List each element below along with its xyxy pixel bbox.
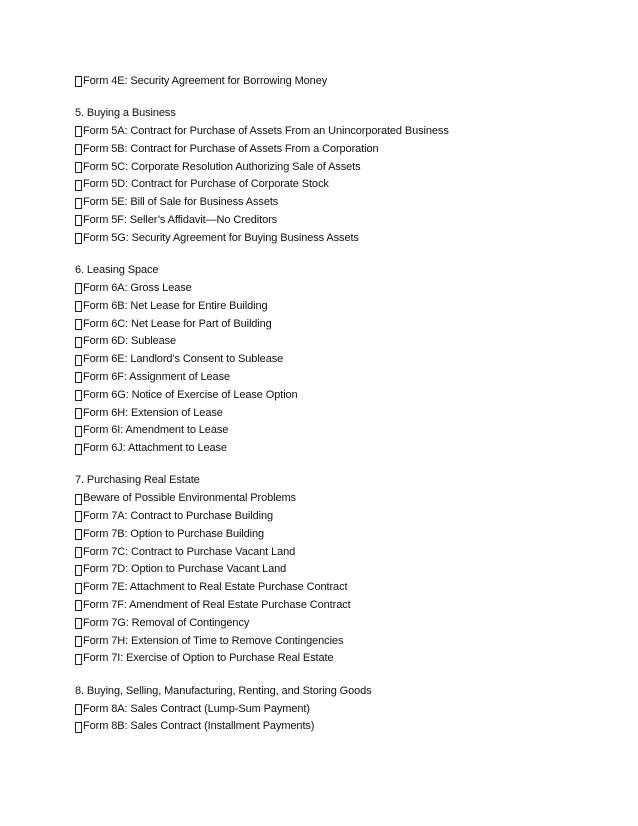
list-item-form-4e-security-agreement-for-borrowing (75, 73, 615, 91)
missing-glyph-box-icon (75, 722, 82, 733)
missing-glyph-box-icon (75, 372, 82, 383)
missing-glyph-box-icon (75, 355, 82, 366)
list-item-label: Form 7B: Option to Purchase Building (83, 527, 265, 540)
list-item-label: Form 6F: Assignment of Lease (83, 370, 230, 383)
list-item-label: Form 7G: Removal of Contingency (83, 616, 250, 629)
list-item-form-7f-amendment-of-real-estate-purchas (75, 597, 615, 615)
list-item-form-7i-exercise-of-option-to-purchase-r (75, 650, 615, 668)
list-item-form-8b-sales-contract-installment-payme (75, 718, 615, 736)
missing-glyph-box-icon (75, 301, 82, 312)
missing-glyph-box-icon (75, 618, 82, 629)
list-item-form-7d-option-to-purchase-vacant-land (75, 561, 615, 579)
section-spacer (75, 458, 615, 473)
list-item-label: Form 7C: Contract to Purchase Vacant Land (83, 545, 296, 558)
section-heading: 7. Purchasing Real Estate (75, 474, 200, 487)
list-item-form-8a-sales-contract-lump-sum-payment (75, 701, 615, 719)
missing-glyph-box-icon (75, 283, 82, 294)
missing-glyph-box-icon (75, 144, 82, 155)
section-heading: 5. Buying a Business (75, 107, 176, 120)
list-item-label: Form 6E: Landlord’s Consent to Sublease (83, 353, 284, 366)
missing-glyph-box-icon (75, 494, 82, 505)
list-item-label: Form 7F: Amendment of Real Estate Purchase Contract (83, 599, 351, 612)
missing-glyph-box-icon (75, 654, 82, 665)
list-item-form-5b-contract-for-purchase-of-assets- (75, 141, 615, 159)
missing-glyph-box-icon (75, 583, 82, 594)
missing-glyph-box-icon (75, 408, 82, 419)
list-item-label: Form 6C: Net Lease for Part of Building (83, 317, 272, 330)
list-item-label: Form 6I: Amendment to Lease (83, 424, 229, 437)
list-item-form-6c-net-lease-for-part-of-building (75, 316, 615, 334)
list-item-label: Form 6H: Extension of Lease (83, 406, 223, 419)
list-item-label: Form 7I: Exercise of Option to Purchase Real Estate (83, 652, 334, 665)
missing-glyph-box-icon (75, 565, 82, 576)
missing-glyph-box-icon (75, 76, 82, 87)
list-item-form-6a-gross-lease (75, 280, 615, 298)
list-item-label: Form 5C: Corporate Resolution Authorizing Sale of Assets (83, 160, 361, 173)
missing-glyph-box-icon (75, 444, 82, 455)
list-item-form-6f-assignment-of-lease (75, 369, 615, 387)
list-item-label: Form 4E: Security Agreement for Borrowing Money (83, 75, 328, 87)
list-item-label: Form 7D: Option to Purchase Vacant Land (83, 563, 287, 576)
list-item-form-6g-notice-of-exercise-of-lease-opti (75, 387, 615, 405)
list-item-form-7e-attachment-to-real-estate-purcha (75, 579, 615, 597)
section-heading: 8. Buying, Selling, Manufacturing, Renting, and Storing Goods (75, 684, 372, 697)
list-item-form-6b-net-lease-for-entire-building (75, 298, 615, 316)
missing-glyph-box-icon (75, 180, 82, 191)
list-item-form-5e-bill-of-sale-for-business-assets (75, 194, 615, 212)
missing-glyph-box-icon (75, 319, 82, 330)
list-item-label: Form 6B: Net Lease for Entire Building (83, 299, 268, 312)
list-item-form-6d-sublease (75, 333, 615, 351)
list-item-form-7g-removal-of-contingency (75, 615, 615, 633)
list-item-form-5d-contract-for-purchase-of-corpora (75, 176, 615, 194)
list-item-form-5c-corporate-resolution-authorizing (75, 159, 615, 177)
missing-glyph-box-icon (75, 162, 82, 173)
list-item-label: Form 5A: Contract for Purchase of Assets From an Unincorporated Business (83, 125, 449, 138)
missing-glyph-box-icon (75, 215, 82, 226)
list-item-label: Form 5F: Seller’s Affidavit—No Creditors (83, 214, 278, 227)
list-item-form-6h-extension-of-lease (75, 405, 615, 423)
missing-glyph-box-icon (75, 426, 82, 437)
list-item-form-7a-contract-to-purchase-building (75, 508, 615, 526)
section-spacer (75, 668, 615, 683)
list-item-form-7h-extension-of-time-to-remove-cont (75, 633, 615, 651)
list-item-label: Form 5E: Bill of Sale for Business Assets (83, 196, 279, 209)
list-item-label: Form 6J: Attachment to Lease (83, 442, 227, 455)
list-item-form-7c-contract-to-purchase-vacant-land (75, 544, 615, 562)
list-item-form-6j-attachment-to-lease (75, 440, 615, 458)
missing-glyph-box-icon (75, 337, 82, 348)
list-item-label: Form 5D: Contract for Purchase of Corporate Stock (83, 178, 329, 191)
list-item-label: Form 7H: Extension of Time to Remove Contingencies (83, 634, 344, 647)
list-item-label: Form 7A: Contract to Purchase Building (83, 510, 274, 523)
missing-glyph-box-icon (75, 233, 82, 244)
missing-glyph-box-icon (75, 198, 82, 209)
list-item-label: Form 6A: Gross Lease (83, 281, 192, 294)
list-item-form-6e-landlord-s-consent-to-sublease (75, 351, 615, 369)
list-item-label: Form 8A: Sales Contract (Lump-Sum Payment) (83, 702, 310, 715)
section-heading: 6. Leasing Space (75, 264, 159, 277)
list-item-label: Form 6D: Sublease (83, 335, 177, 348)
missing-glyph-box-icon (75, 600, 82, 611)
list-item-form-5a-contract-for-purchase-of-assets- (75, 123, 615, 141)
missing-glyph-box-icon (75, 636, 82, 647)
section-spacer (75, 91, 615, 106)
missing-glyph-box-icon (75, 511, 82, 522)
list-item-form-5f-seller-s-affidavit-no-creditors (75, 212, 615, 230)
missing-glyph-box-icon (75, 704, 82, 715)
list-item-label: Beware of Possible Environmental Problems (83, 492, 296, 505)
document-page (75, 73, 615, 736)
list-item-form-7b-option-to-purchase-building (75, 526, 615, 544)
missing-glyph-box-icon (75, 547, 82, 558)
list-item-beware-of-possible-environmental-problem (75, 490, 615, 508)
list-item-label: Form 6G: Notice of Exercise of Lease Option (83, 388, 298, 401)
list-item-label: Form 8B: Sales Contract (Installment Payments) (83, 720, 315, 733)
list-item-label: Form 5B: Contract for Purchase of Assets From a Corporation (83, 142, 379, 155)
list-item-label: Form 7E: Attachment to Real Estate Purchase Contract (83, 581, 348, 594)
list-item-label: Form 5G: Security Agreement for Buying Business Assets (83, 231, 359, 244)
list-item-form-6i-amendment-to-lease (75, 422, 615, 440)
missing-glyph-box-icon (75, 529, 82, 540)
list-item-form-5g-security-agreement-for-buying-bu (75, 230, 615, 248)
section-spacer (75, 248, 615, 263)
missing-glyph-box-icon (75, 390, 82, 401)
missing-glyph-box-icon (75, 126, 82, 137)
